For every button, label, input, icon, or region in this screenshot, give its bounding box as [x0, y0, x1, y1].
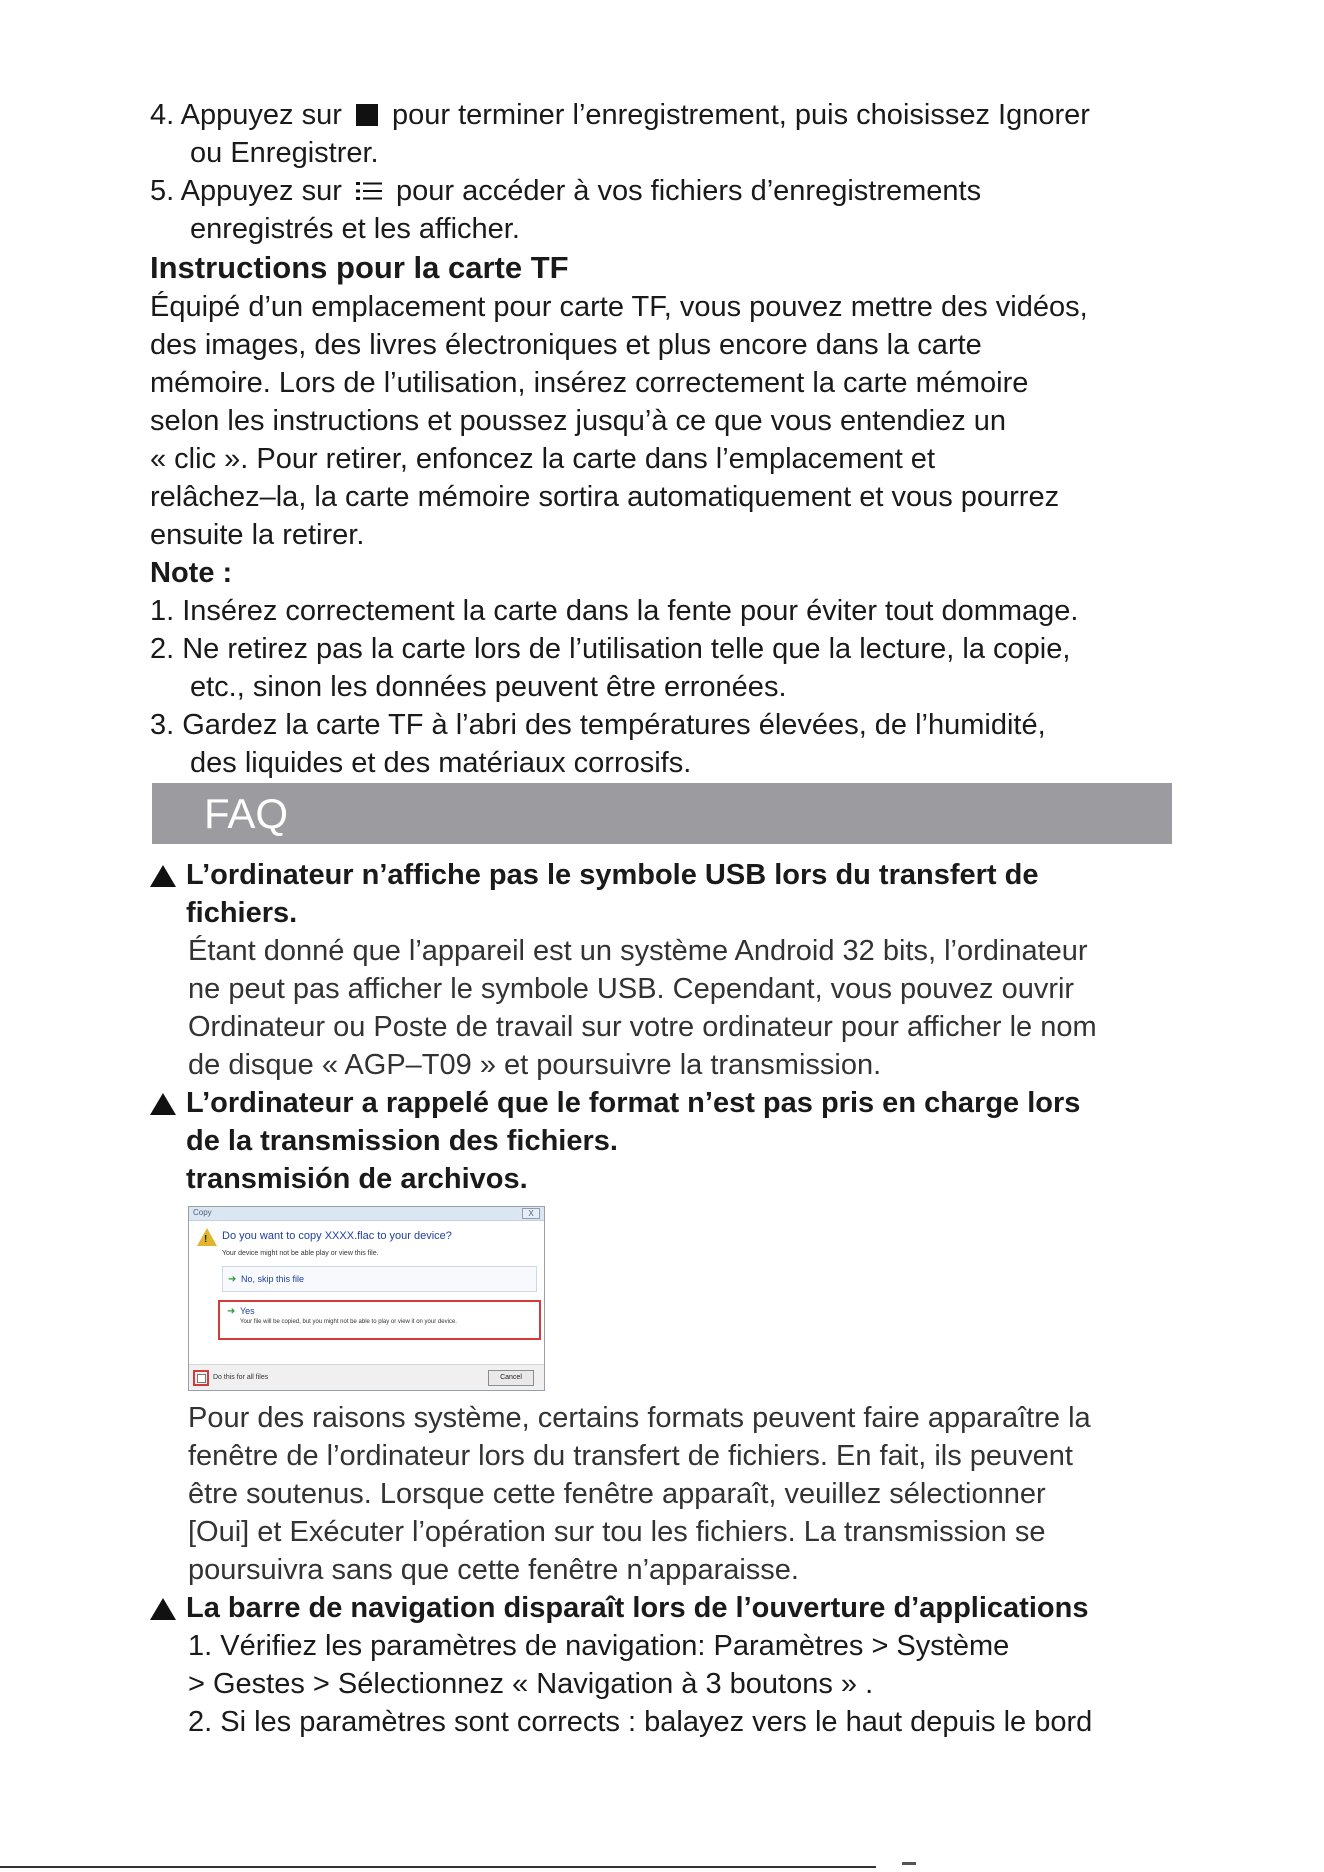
green-arrow-icon: ➜ — [228, 1274, 237, 1285]
note-1: 1. Insérez correctement la carte dans la fente pour éviter tout dommage. — [150, 595, 1079, 627]
step-5: 5. Appuyez sur pour accéder à vos fichiers d’enregistrements — [150, 175, 982, 207]
tf-paragraph-line: des images, des livres électroniques et plus encore dans la carte — [150, 329, 982, 361]
dialog-titlebar — [189, 1207, 544, 1221]
tf-paragraph-line: relâchez–la, la carte mémoire sortira automatiquement et vous pourrez — [150, 481, 1060, 513]
cancel-button[interactable]: Cancel — [488, 1370, 534, 1386]
all-files-checkbox[interactable] — [197, 1374, 206, 1383]
faq-question-2: L’ordinateur a rappelé que le format n’est pas pris en charge lors de la transmission des fichiers. transmisión de archivos. — [150, 1084, 1190, 1198]
green-arrow-icon: ➜ — [227, 1306, 236, 1317]
tf-paragraph — [150, 288, 1190, 554]
tf-paragraph-line: Équipé d’un emplacement pour carte TF, vous pouvez mettre des vidéos, — [150, 291, 1088, 323]
dialog-close-button[interactable]: X — [522, 1208, 540, 1219]
triangle-bullet-icon — [150, 1093, 176, 1115]
step-4-cont: ou Enregistrer. — [190, 137, 379, 169]
page-content — [150, 96, 1190, 1741]
faq-answer-1: Étant donné que l’appareil est un système Android 32 bits, l’ordinateur ne peut pas afficher le symbole USB. Cependant, vous pouvez ouvrir Ordinateur ou Poste de travail sur votre ordinateur pour afficher le nom de disque « AGP–T09 » et poursuivre la transmission. — [188, 935, 1097, 1081]
page-number-fragment — [902, 1862, 916, 1865]
faq-title: FAQ — [204, 790, 289, 837]
skip-file-option[interactable]: ➜ No, skip this file — [222, 1266, 537, 1292]
tf-heading: Instructions pour la carte TF — [150, 250, 569, 285]
step-4: 4. Appuyez sur pour terminer l’enregistrement, puis choisissez Ignorer — [150, 99, 1090, 131]
footer-rule — [0, 1866, 876, 1868]
note-2: 2. Ne retirez pas la carte lors de l’utilisation telle que la lecture, la copie, — [150, 633, 1071, 665]
dialog-footer — [189, 1364, 544, 1390]
yes-option[interactable]: ➜ Yes Your file will be copied, but you might not be able to play or view it on your device. — [218, 1300, 541, 1340]
tf-paragraph-line: ensuite la retirer. — [150, 519, 365, 551]
stop-square-icon — [356, 104, 378, 126]
tf-paragraph-line: « clic ». Pour retirer, enfoncez la carte dans l’emplacement et — [150, 443, 935, 475]
faq-answer-3: 1. Vérifiez les paramètres de navigation: Paramètres > Système > Gestes > Sélectionnez « Navigation à 3 boutons » . 2. Si les paramètres sont corrects : balayez vers le haut depuis le bord — [188, 1630, 1093, 1738]
tf-paragraph-line: mémoire. Lors de l’utilisation, insérez correctement la carte mémoire — [150, 367, 1029, 399]
list-icon — [356, 180, 382, 202]
triangle-bullet-icon — [150, 1598, 176, 1620]
all-files-checkbox-highlight — [193, 1370, 209, 1386]
triangle-bullet-icon — [150, 865, 176, 887]
note-label: Note : — [150, 557, 233, 589]
note-3-cont: des liquides et des matériaux corrosifs. — [190, 747, 692, 779]
note-2-cont: etc., sinon les données peuvent être erronées. — [190, 671, 787, 703]
faq-answer-2: Pour des raisons système, certains formats peuvent faire apparaître la fenêtre de l’ordinateur lors du transfert de fichiers. En fait, ils peuvent être soutenus. Lorsque cette fenêtre apparaît, veuillez sélectionner [Oui] et Exécuter l’opération sur tou les fichiers. La transmission se poursuivra sans que cette fenêtre n’apparaisse. — [188, 1402, 1091, 1586]
dialog-question: Do you want to copy XXXX.flac to your device? — [222, 1230, 452, 1242]
faq-question-1: L’ordinateur n’affiche pas le symbole USB lors du transfert de fichiers. — [150, 856, 1190, 932]
dialog-subtitle: Your device might not be able play or view this file. — [222, 1250, 379, 1257]
warning-icon-mark: ! — [204, 1234, 208, 1245]
note-3: 3. Gardez la carte TF à l’abri des températures élevées, de l’humidité, — [150, 709, 1046, 741]
faq-question-3: La barre de navigation disparaît lors de l’ouverture d’applications — [150, 1589, 1190, 1627]
step-5-cont: enregistrés et les afficher. — [190, 213, 520, 245]
tf-paragraph-line: selon les instructions et poussez jusqu’à ce que vous entendiez un — [150, 405, 1007, 437]
dialog-title: Copy — [193, 1208, 212, 1217]
faq-header-bar — [152, 783, 1172, 844]
copy-dialog-screenshot — [188, 1206, 545, 1391]
all-files-checkbox-label: Do this for all files — [213, 1374, 269, 1381]
